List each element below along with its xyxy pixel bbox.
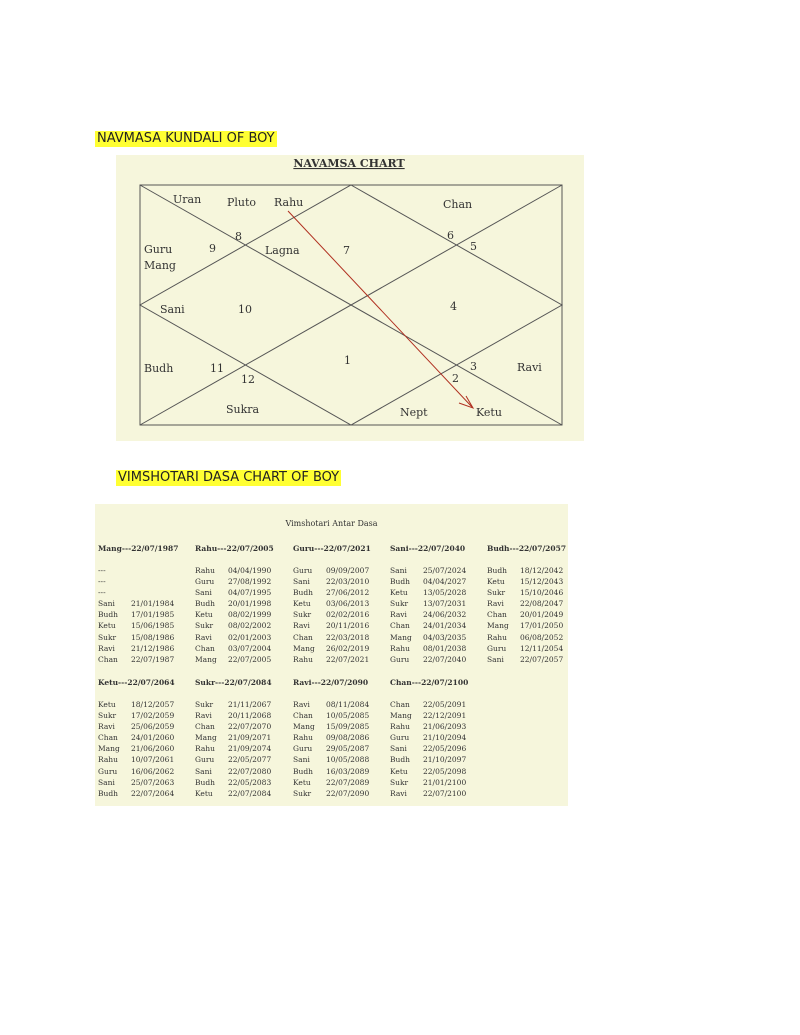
dasa-planet: Guru bbox=[390, 654, 410, 664]
dasa-planet: Sani bbox=[390, 744, 407, 754]
dasa-row bbox=[293, 632, 369, 643]
dasa-planet: Sani bbox=[98, 777, 115, 787]
dasa-row bbox=[195, 598, 271, 609]
dasa-row bbox=[98, 587, 174, 598]
dasa-planet: Ketu bbox=[98, 621, 116, 631]
dasa-row bbox=[487, 598, 563, 609]
dasa-row bbox=[293, 576, 369, 587]
dasa-planet: Guru bbox=[390, 733, 410, 743]
dasa-date: 22/07/2070 bbox=[228, 722, 272, 732]
dasa-row bbox=[98, 654, 174, 665]
dasa-date: 16/06/2062 bbox=[131, 766, 175, 776]
dasa-planet: Sukr bbox=[487, 588, 506, 598]
dasa-date: 22/08/2047 bbox=[520, 599, 564, 609]
dasa-row bbox=[293, 587, 369, 598]
dasa-date: 10/07/2061 bbox=[131, 755, 175, 765]
dasa-period-header: Budh---22/07/2057 bbox=[487, 544, 567, 553]
dasa-planet: Ketu bbox=[98, 700, 116, 709]
house-1: 1 bbox=[344, 354, 351, 367]
dasa-row bbox=[293, 710, 369, 721]
dasa-date: 15/06/1985 bbox=[131, 621, 175, 631]
dasa-planet: Rahu bbox=[390, 722, 410, 732]
dasa-planet: Sukr bbox=[98, 711, 117, 721]
dasa-row bbox=[390, 565, 466, 576]
dasa-date: 22/03/2018 bbox=[326, 632, 370, 642]
dasa-planet: Sukr bbox=[293, 788, 312, 798]
dasa-planet: Budh bbox=[98, 610, 118, 620]
dasa-row bbox=[195, 743, 271, 754]
dasa-date: 20/11/2016 bbox=[326, 621, 370, 631]
dasa-date: 15/08/1986 bbox=[131, 632, 175, 642]
house-3: 3 bbox=[470, 360, 477, 373]
dasa-planet: Chan bbox=[293, 711, 313, 721]
dasa-row bbox=[195, 754, 271, 765]
dasa-date: 18/12/2042 bbox=[520, 566, 564, 575]
dasa-row bbox=[98, 754, 174, 765]
dasa-date: 21/01/2100 bbox=[423, 777, 467, 787]
dasa-date: 22/07/1987 bbox=[131, 654, 175, 664]
dasa-planet: Sukr bbox=[98, 632, 117, 642]
dasa-date: 29/05/2087 bbox=[326, 744, 370, 754]
dasa-planet: Ketu bbox=[195, 788, 213, 798]
dasa-date: 17/02/2059 bbox=[131, 711, 175, 721]
dasa-planet: Sukr bbox=[195, 621, 214, 631]
navamsa-heading: NAVMASA KUNDALI OF BOY bbox=[97, 131, 275, 146]
dasa-row bbox=[487, 609, 563, 620]
dasa-row bbox=[390, 754, 466, 765]
dasa-date: 08/02/2002 bbox=[228, 621, 272, 631]
dasa-date: 16/03/2089 bbox=[326, 766, 370, 776]
dasa-heading: VIMSHOTARI DASA CHART OF BOY bbox=[118, 470, 340, 485]
dasa-table-panel bbox=[95, 504, 568, 806]
dasa-planet: Mang bbox=[390, 711, 412, 721]
dasa-column bbox=[195, 699, 271, 799]
dasa-period-header: Sani---22/07/2040 bbox=[390, 544, 466, 553]
dasa-row bbox=[293, 788, 369, 799]
planet-guru: Guru bbox=[144, 243, 173, 256]
dasa-planet: Budh bbox=[487, 566, 507, 575]
dasa-column bbox=[98, 565, 174, 665]
dasa-planet: Ketu bbox=[293, 599, 311, 609]
dasa-period-header: Sukr---22/07/2084 bbox=[195, 678, 272, 687]
dasa-date: 25/07/2063 bbox=[131, 777, 175, 787]
dasa-period-header: Ketu---22/07/2064 bbox=[98, 678, 175, 687]
dasa-date: 25/06/2059 bbox=[131, 722, 175, 732]
dasa-row bbox=[195, 766, 271, 777]
dasa-date: 21/10/2097 bbox=[423, 755, 467, 765]
dasa-date: 04/07/1995 bbox=[228, 588, 272, 598]
dasa-period-header: Chan---22/07/2100 bbox=[390, 678, 469, 687]
dasa-row bbox=[390, 654, 466, 665]
dasa-row bbox=[98, 699, 174, 710]
dasa-planet: Mang bbox=[293, 722, 315, 732]
dasa-date: 27/06/2012 bbox=[326, 588, 370, 598]
dasa-planet: Rahu bbox=[390, 643, 410, 653]
dasa-date: 12/11/2054 bbox=[520, 643, 564, 653]
dasa-row bbox=[195, 777, 271, 788]
dasa-row bbox=[98, 609, 174, 620]
dasa-date: 24/06/2032 bbox=[423, 610, 467, 620]
dasa-date: 22/07/2021 bbox=[326, 654, 370, 664]
planet-pluto: Pluto bbox=[227, 196, 257, 209]
dasa-date: 08/01/2038 bbox=[423, 643, 467, 653]
dasa-row bbox=[293, 699, 369, 710]
dasa-row bbox=[390, 699, 466, 710]
dasa-planet: Sukr bbox=[390, 777, 409, 787]
dasa-planet: Rahu bbox=[293, 654, 313, 664]
dasa-row bbox=[195, 632, 271, 643]
dasa-column bbox=[195, 565, 271, 665]
house-4: 4 bbox=[450, 300, 457, 313]
dasa-date: 20/01/2049 bbox=[520, 610, 564, 620]
dasa-row bbox=[195, 699, 271, 710]
dasa-row bbox=[293, 721, 369, 732]
dasa-date: 04/04/2027 bbox=[423, 577, 467, 587]
dasa-date: 22/07/2089 bbox=[326, 777, 370, 787]
dasa-date: 04/03/2035 bbox=[423, 632, 467, 642]
dasa-planet: Mang bbox=[293, 643, 315, 653]
dasa-row bbox=[390, 598, 466, 609]
dasa-date: 21/11/2067 bbox=[228, 700, 272, 709]
dasa-date: 09/08/2086 bbox=[326, 733, 370, 743]
dasa-date: 17/01/2050 bbox=[520, 621, 564, 631]
dasa-column bbox=[98, 699, 174, 799]
dasa-row bbox=[98, 766, 174, 777]
dasa-planet: Guru bbox=[293, 744, 313, 754]
dasa-planet: Sani bbox=[487, 654, 504, 664]
dasa-planet: --- bbox=[98, 566, 106, 575]
dasa-planet: Mang bbox=[98, 744, 120, 754]
dasa-row bbox=[98, 643, 174, 654]
dasa-row bbox=[390, 576, 466, 587]
dasa-planet: Sukr bbox=[390, 599, 409, 609]
dasa-row bbox=[487, 576, 563, 587]
dasa-row bbox=[98, 777, 174, 788]
navamsa-chart bbox=[116, 155, 584, 441]
dasa-row bbox=[195, 609, 271, 620]
dasa-planet: Budh bbox=[390, 755, 410, 765]
dasa-row bbox=[293, 620, 369, 631]
dasa-period-header: Rahu---22/07/2005 bbox=[195, 544, 274, 553]
dasa-planet: Mang bbox=[195, 654, 217, 664]
dasa-date: 22/07/2064 bbox=[131, 788, 175, 798]
dasa-planet: Sani bbox=[293, 577, 310, 587]
dasa-date: 15/10/2046 bbox=[520, 588, 564, 598]
dasa-date: 22/05/2098 bbox=[423, 766, 467, 776]
dasa-row bbox=[293, 609, 369, 620]
dasa-row bbox=[487, 643, 563, 654]
chart-title: NAVAMSA CHART bbox=[293, 157, 405, 170]
house-6: 6 bbox=[447, 229, 454, 242]
dasa-planet: Rahu bbox=[293, 733, 313, 743]
dasa-row bbox=[293, 598, 369, 609]
dasa-planet: Ravi bbox=[195, 711, 212, 721]
planet-ravi: Ravi bbox=[517, 361, 542, 374]
dasa-planet: --- bbox=[98, 588, 106, 598]
dasa-date: 17/01/1985 bbox=[131, 610, 175, 620]
dasa-planet: --- bbox=[98, 577, 106, 587]
dasa-planet: Ketu bbox=[390, 766, 408, 776]
dasa-planet: Mang bbox=[390, 632, 412, 642]
dasa-date: 02/01/2003 bbox=[228, 632, 272, 642]
dasa-planet: Chan bbox=[195, 722, 215, 732]
dasa-date: 26/02/2019 bbox=[326, 643, 370, 653]
dasa-planet: Guru bbox=[98, 766, 118, 776]
dasa-row bbox=[390, 609, 466, 620]
dasa-planet: Budh bbox=[195, 777, 215, 787]
dasa-date: 21/09/2074 bbox=[228, 744, 272, 754]
dasa-date: 09/09/2007 bbox=[326, 566, 370, 575]
house-12: 12 bbox=[241, 373, 255, 386]
dasa-date: 18/12/2057 bbox=[131, 700, 175, 709]
house-10: 10 bbox=[238, 303, 252, 316]
dasa-column bbox=[293, 699, 369, 799]
dasa-planet: Chan bbox=[390, 621, 410, 631]
lagna-label: Lagna bbox=[265, 244, 300, 257]
house-2: 2 bbox=[452, 372, 459, 385]
dasa-planet: Chan bbox=[195, 643, 215, 653]
dasa-planet: Ketu bbox=[195, 610, 213, 620]
dasa-period-header: Mang---22/07/1987 bbox=[98, 544, 179, 553]
dasa-row bbox=[195, 732, 271, 743]
house-8: 8 bbox=[235, 230, 242, 243]
dasa-date: 21/10/2094 bbox=[423, 733, 467, 743]
dasa-row bbox=[195, 643, 271, 654]
dasa-row bbox=[98, 721, 174, 732]
dasa-date: 21/09/2071 bbox=[228, 733, 272, 743]
dasa-date: 21/12/1986 bbox=[131, 643, 175, 653]
dasa-planet: Chan bbox=[293, 632, 313, 642]
dasa-date: 13/07/2031 bbox=[423, 599, 467, 609]
dasa-date: 22/07/2057 bbox=[520, 654, 564, 664]
dasa-row bbox=[195, 710, 271, 721]
planet-ketu: Ketu bbox=[476, 406, 502, 419]
dasa-date: 22/07/2090 bbox=[326, 788, 370, 798]
dasa-planet: Sukr bbox=[293, 610, 312, 620]
dasa-row bbox=[390, 777, 466, 788]
dasa-date: 21/06/2060 bbox=[131, 744, 175, 754]
dasa-date: 10/05/2085 bbox=[326, 711, 370, 721]
dasa-date: 22/07/2040 bbox=[423, 654, 467, 664]
dasa-date: 08/11/2084 bbox=[326, 700, 370, 709]
planet-budh: Budh bbox=[144, 362, 174, 375]
dasa-row bbox=[487, 587, 563, 598]
dasa-date: 25/07/2024 bbox=[423, 566, 467, 575]
dasa-date: 21/01/1984 bbox=[131, 599, 175, 609]
dasa-row bbox=[195, 788, 271, 799]
dasa-row bbox=[390, 732, 466, 743]
dasa-date: 22/07/2005 bbox=[228, 654, 272, 664]
dasa-planet: Ravi bbox=[98, 643, 115, 653]
dasa-planet: Chan bbox=[487, 610, 507, 620]
dasa-row bbox=[293, 743, 369, 754]
dasa-row bbox=[390, 710, 466, 721]
dasa-row bbox=[487, 654, 563, 665]
dasa-row bbox=[195, 654, 271, 665]
dasa-planet: Sani bbox=[195, 588, 212, 598]
dasa-planet: Ravi bbox=[293, 700, 310, 709]
dasa-planet: Rahu bbox=[195, 744, 215, 754]
dasa-planet: Chan bbox=[98, 733, 118, 743]
planet-uran: Uran bbox=[173, 193, 202, 206]
dasa-planet: Ketu bbox=[293, 777, 311, 787]
dasa-row bbox=[487, 565, 563, 576]
dasa-date: 15/09/2085 bbox=[326, 722, 370, 732]
dasa-planet: Budh bbox=[293, 588, 313, 598]
dasa-date: 22/05/2091 bbox=[423, 700, 467, 709]
navamsa-chart-panel bbox=[116, 155, 584, 441]
dasa-planet: Budh bbox=[293, 766, 313, 776]
dasa-date: 24/01/2060 bbox=[131, 733, 175, 743]
dasa-planet: Chan bbox=[98, 654, 118, 664]
dasa-period-header: Ravi---22/07/2090 bbox=[293, 678, 369, 687]
dasa-date: 22/05/2096 bbox=[423, 744, 467, 754]
dasa-date: 22/05/2077 bbox=[228, 755, 272, 765]
dasa-planet: Rahu bbox=[487, 632, 507, 642]
dasa-row bbox=[390, 788, 466, 799]
dasa-date: 21/06/2093 bbox=[423, 722, 467, 732]
dasa-period-header: Guru---22/07/2021 bbox=[293, 544, 371, 553]
dasa-planet: Ravi bbox=[390, 610, 407, 620]
dasa-row bbox=[195, 721, 271, 732]
dasa-planet: Sani bbox=[195, 766, 212, 776]
dasa-row bbox=[293, 643, 369, 654]
dasa-date: 02/02/2016 bbox=[326, 610, 370, 620]
dasa-planet: Guru bbox=[195, 755, 215, 765]
dasa-planet: Ravi bbox=[487, 599, 504, 609]
dasa-planet: Budh bbox=[98, 788, 118, 798]
dasa-row bbox=[487, 620, 563, 631]
house-7: 7 bbox=[343, 244, 350, 257]
dasa-planet: Mang bbox=[195, 733, 217, 743]
dasa-row bbox=[390, 766, 466, 777]
dasa-planet: Mang bbox=[487, 621, 509, 631]
dasa-row bbox=[293, 766, 369, 777]
dasa-row bbox=[98, 632, 174, 643]
chart-grid bbox=[140, 185, 562, 425]
dasa-planet: Chan bbox=[390, 700, 410, 709]
planet-rahu: Rahu bbox=[274, 196, 304, 209]
dasa-date: 06/08/2052 bbox=[520, 632, 564, 642]
dasa-date: 20/01/1998 bbox=[228, 599, 272, 609]
dasa-planet: Guru bbox=[487, 643, 507, 653]
dasa-row bbox=[390, 721, 466, 732]
dasa-title: Vimshotari Antar Dasa bbox=[285, 519, 378, 528]
dasa-date: 20/11/2068 bbox=[228, 711, 272, 721]
dasa-date: 22/07/2100 bbox=[423, 788, 467, 798]
dasa-row bbox=[195, 587, 271, 598]
dasa-row bbox=[390, 587, 466, 598]
dasa-planet: Sukr bbox=[195, 700, 214, 709]
house-9: 9 bbox=[209, 242, 216, 255]
dasa-date: 03/06/2013 bbox=[326, 599, 370, 609]
dasa-row bbox=[390, 743, 466, 754]
planet-sukra: Sukra bbox=[226, 403, 260, 416]
dasa-date: 15/12/2043 bbox=[520, 577, 564, 587]
dasa-row bbox=[98, 565, 174, 576]
dasa-row bbox=[98, 620, 174, 631]
dasa-row bbox=[195, 565, 271, 576]
planet-nept: Nept bbox=[400, 406, 428, 419]
dasa-date: 22/07/2084 bbox=[228, 788, 272, 798]
dasa-planet: Rahu bbox=[98, 755, 118, 765]
rahu-ketu-arrow bbox=[288, 211, 473, 408]
dasa-row bbox=[390, 643, 466, 654]
dasa-row bbox=[98, 732, 174, 743]
dasa-column bbox=[293, 565, 369, 665]
planet-sani: Sani bbox=[160, 303, 185, 316]
dasa-date: 13/05/2028 bbox=[423, 588, 467, 598]
dasa-date: 08/02/1999 bbox=[228, 610, 272, 620]
dasa-row bbox=[390, 632, 466, 643]
dasa-row bbox=[293, 565, 369, 576]
house-5: 5 bbox=[470, 240, 477, 253]
dasa-row bbox=[195, 620, 271, 631]
dasa-column bbox=[390, 699, 466, 799]
dasa-row bbox=[293, 754, 369, 765]
dasa-row bbox=[293, 732, 369, 743]
dasa-planet: Ravi bbox=[390, 788, 407, 798]
dasa-date: 03/07/2004 bbox=[228, 643, 272, 653]
dasa-date: 22/05/2083 bbox=[228, 777, 272, 787]
dasa-row bbox=[98, 743, 174, 754]
dasa-row bbox=[98, 576, 174, 587]
dasa-planet: Sani bbox=[390, 566, 407, 575]
dasa-date: 22/07/2080 bbox=[228, 766, 272, 776]
dasa-planet: Ketu bbox=[487, 577, 505, 587]
dasa-row bbox=[98, 788, 174, 799]
dasa-row bbox=[293, 777, 369, 788]
dasa-row bbox=[98, 710, 174, 721]
dasa-row bbox=[293, 654, 369, 665]
dasa-planet: Sani bbox=[293, 755, 310, 765]
dasa-date: 22/12/2091 bbox=[423, 711, 467, 721]
dasa-row bbox=[195, 576, 271, 587]
dasa-planet: Budh bbox=[195, 599, 215, 609]
dasa-column bbox=[390, 565, 466, 665]
planet-mang: Mang bbox=[144, 259, 176, 272]
dasa-row bbox=[98, 598, 174, 609]
house-11: 11 bbox=[210, 362, 224, 375]
dasa-date: 10/05/2088 bbox=[326, 755, 370, 765]
dasa-planet: Ketu bbox=[390, 588, 408, 598]
dasa-date: 24/01/2034 bbox=[423, 621, 467, 631]
dasa-planet: Sani bbox=[98, 599, 115, 609]
dasa-row bbox=[487, 632, 563, 643]
dasa-planet: Rahu bbox=[195, 566, 215, 575]
dasa-date: 22/03/2010 bbox=[326, 577, 370, 587]
dasa-column bbox=[487, 565, 563, 665]
dasa-planet: Ravi bbox=[293, 621, 310, 631]
dasa-planet: Budh bbox=[390, 577, 410, 587]
dasa-planet: Guru bbox=[293, 566, 313, 575]
dasa-row bbox=[390, 620, 466, 631]
dasa-planet: Guru bbox=[195, 577, 215, 587]
dasa-planet: Ravi bbox=[195, 632, 212, 642]
planet-chan: Chan bbox=[443, 198, 473, 211]
dasa-date: 04/04/1990 bbox=[228, 566, 272, 575]
dasa-planet: Ravi bbox=[98, 722, 115, 732]
dasa-date: 27/08/1992 bbox=[228, 577, 272, 587]
